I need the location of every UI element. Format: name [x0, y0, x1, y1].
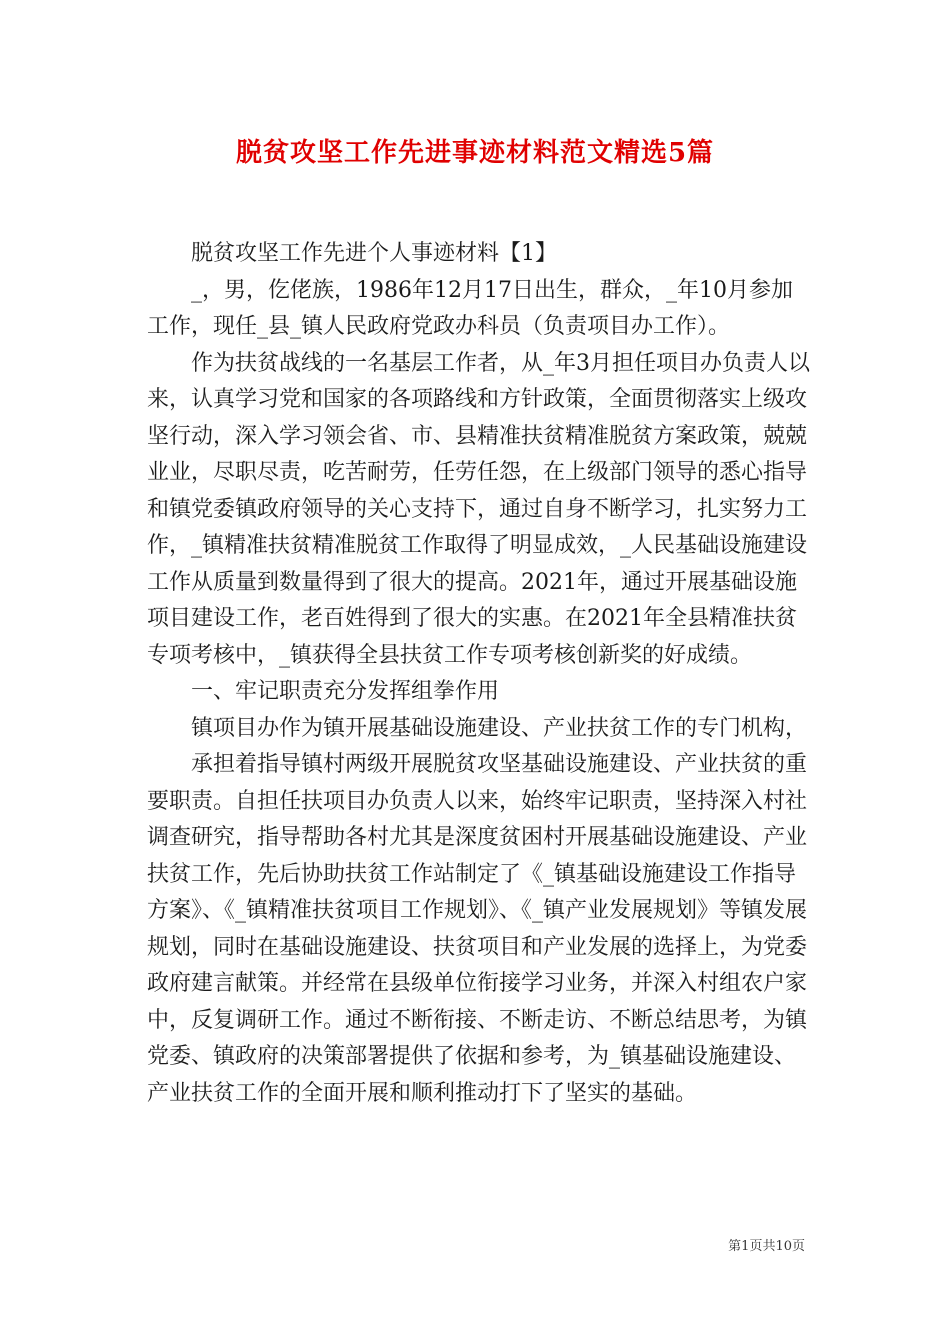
subsection-heading: 一、牢记职责充分发挥组拳作用 — [191, 679, 500, 704]
section-heading: 脱贫攻坚工作先进个人事迹材料【1】 — [191, 241, 557, 266]
document-title: 脱贫攻坚工作先进事迹材料范文精选5篇 — [235, 138, 715, 168]
page-number: 第1页共10页 — [728, 1239, 805, 1254]
paragraph: 作为扶贫战线的一名基层工作者，从_年3月担任项目办负责人以来，认真学习党和国家的各项路线和方针政策，全面贯彻落实上级攻坚行动，深入学习领会省、市、县精准扶贫精准脱贫方案政策，兢兢业业，尽职尽责，吃苦耐劳，任劳任怨，在上级部门领导的悉心指导和镇党委镇政府领导的关心支持下，通过自身不断学习，扎实努力工作，_镇精准扶贫精准脱贫工作取得了明显成效，_人民基础设施建设工作从质量到数量得到了很大的提高。2021年，通过开展基础设施项目建设工作，老百姓得到了很大的实惠。在2021年全县精准扶贫专项考核中，_镇获得全县扶贫工作专项考核创新奖的好成绩。 — [147, 350, 810, 668]
paragraph: 镇项目办作为镇开展基础设施建设、产业扶贫工作的专门机构， — [191, 715, 808, 741]
document-body — [147, 236, 813, 1112]
paragraph: _，男，仡佬族，1986年12月17日出生，群众，_年10月参加工作，现任_县_镇人民政府党政办科员（负责项目办工作）。 — [147, 277, 793, 339]
paragraph: 承担着指导镇村两级开展脱贫攻坚基础设施建设、产业扶贫的重要职责。自担任扶项目办负责人以来，始终牢记职责，坚持深入村社调查研究，指导帮助各村尤其是深度贫困村开展基础设施建设、产业扶贫工作，先后协助扶贫工作站制定了《_镇基础设施建设工作指导方案》、《_镇精准扶贫项目工作规划》、《_镇产业发展规划》等镇发展规划，同时在基础设施建设、扶贫项目和产业发展的选择上，为党委政府建言献策。并经常在县级单位衔接学习业务，并深入村组农户家中，反复调研工作。通过不断衔接、不断走访、不断总结思考，为镇党委、镇政府的决策部署提供了依据和参考，为_镇基础设施建设、产业扶贫工作的全面开展和顺利推动打下了坚实的基础。 — [147, 752, 808, 1106]
